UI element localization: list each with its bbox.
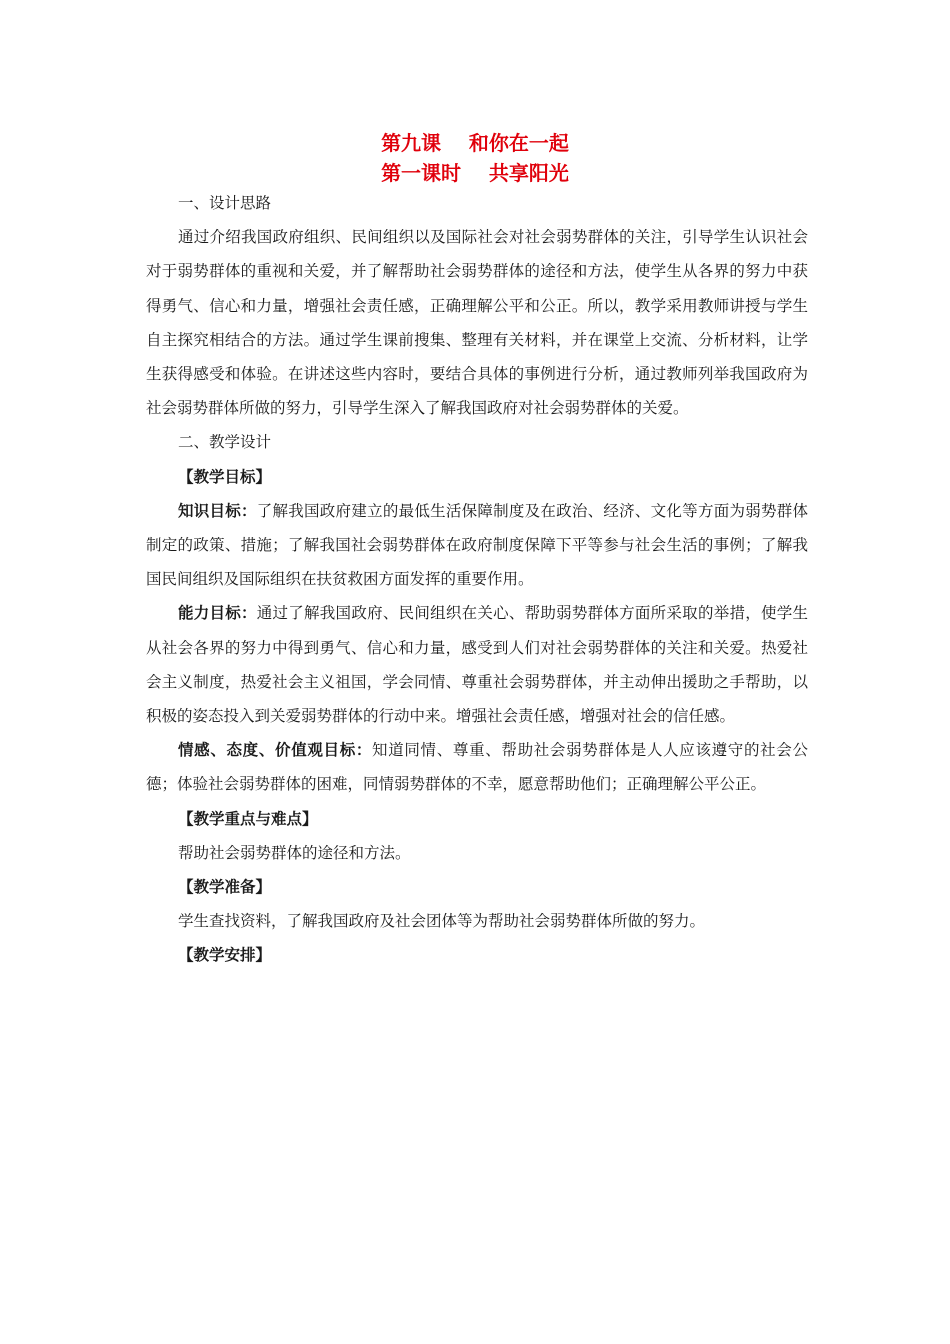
goals-heading: 【教学目标】 [178,467,272,486]
preparation-text: 学生查找资料，了解我国政府及社会团体等为帮助社会弱势群体所做的努力。 [178,912,706,931]
preparation-heading: 【教学准备】 [178,878,272,897]
lesson-subtitle: 第一课时 共享阳光 [381,161,569,185]
emotion-goal [146,733,808,801]
emotion-goal-label: 情感、态度、价值观目标： [178,741,373,760]
section1-paragraph: 通过介绍我国政府组织、民间组织以及国际社会对社会弱势群体的关注，引导学生认识社会对于弱势群体的重视和关爱，并了解帮助社会弱势群体的途径和方法，使学生从各界的努力中获得勇气、信心和力量，增强社会责任感，正确理解公平和公正。所以，教学采用教师讲授与学生自主探究相结合的方法。通过学生课前搜集、整理有关材料，并在课堂上交流、分析材料，让学生获得感受和体验。在讲述这些内容时，要结合具体的事例进行分析，通过教师列举我国政府为社会弱势群体所做的努力，引导学生深入了解我国政府对社会弱势群体的关爱。 [146,228,808,418]
knowledge-goal-text: 了解我国政府建立的最低生活保障制度及在政治、经济、文化等方面为弱势群体制定的政策、措施；了解我国社会弱势群体在政府制度保障下平等参与社会生活的事例；了解我国民间组织及国际组织在扶贫救困方面发挥的重要作用。 [146,501,808,589]
ability-goal [146,596,808,733]
ability-goal-label: 能力目标： [178,604,257,623]
knowledge-goal [146,494,808,597]
arrangement-heading: 【教学安排】 [178,946,272,965]
knowledge-goal-label: 知识目标： [178,501,257,520]
section2-heading: 二、教学设计 [178,433,272,452]
lesson-title: 第九课 和你在一起 [381,131,569,155]
emotion-goal-text: 知道同情、尊重、帮助社会弱势群体是人人应该遵守的社会公德；体验社会弱势群体的困难，同情弱势群体的不幸，愿意帮助他们；正确理解公平公正。 [146,741,808,794]
section1-heading: 一、设计思路 [178,194,272,212]
ability-goal-text: 通过了解我国政府、民间组织在关心、帮助弱势群体方面所采取的举措，使学生从社会各界的努力中得到勇气、信心和力量，感受到人们对社会弱势群体的关注和关爱。热爱社会主义制度，热爱社会主义祖国，学会同情、尊重社会弱势群体，并主动伸出援助之手帮助，以积极的姿态投入到关爱弱势群体的行动中来。增强社会责任感，增强对社会的信任感。 [146,604,808,726]
document-body [146,186,808,973]
key-points-text: 帮助社会弱势群体的途径和方法。 [178,843,411,862]
key-points-heading: 【教学重点与难点】 [178,809,318,828]
